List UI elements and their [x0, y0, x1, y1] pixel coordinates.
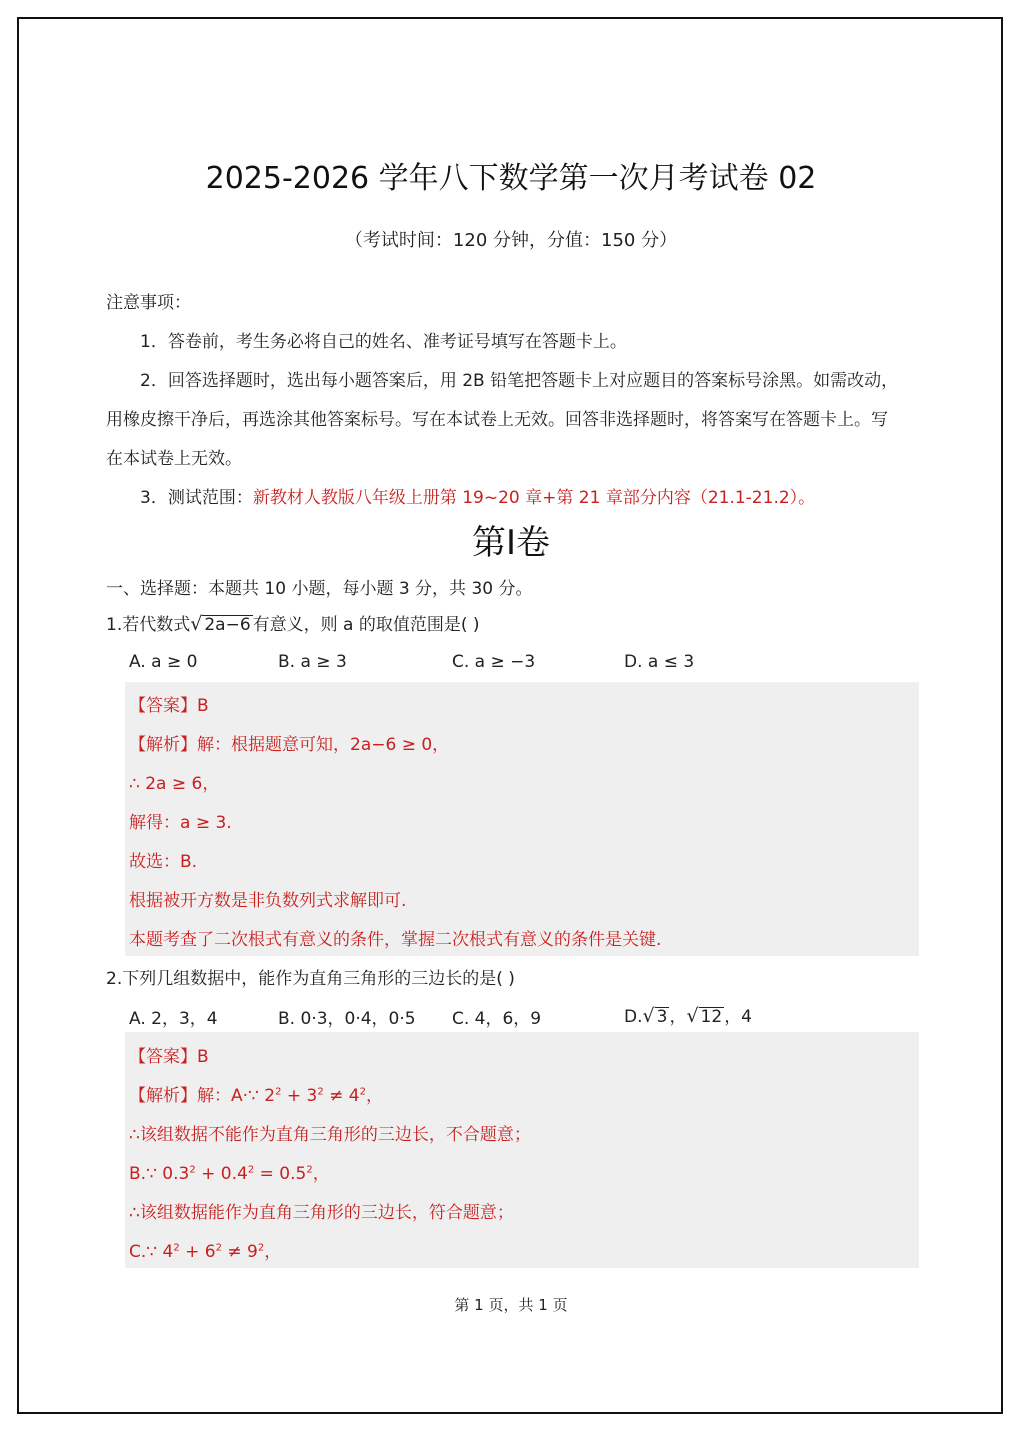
note-item-2-line-2: 用橡皮擦干净后，再选涂其他答案标号。写在本试卷上无效。回答非选择题时，将答案写在答题卡上。写 [106, 410, 888, 430]
note-item-1: 1．答卷前，考生务必将自己的姓名、准考证号填写在答题卡上。 [140, 332, 627, 352]
q1-answer: 【答案】B [129, 696, 209, 716]
q1-analysis-line: ∴ 2a ≥ 6， [129, 774, 220, 794]
volume-title: 第I卷 [471, 523, 551, 563]
radical-sign-icon: √ [190, 613, 203, 635]
question-2-stem: 2.下列几组数据中，能作为直角三角形的三边长的是( ) [106, 969, 515, 989]
radical-sign-icon: √ [686, 1005, 699, 1027]
note-item-3-scope: 新教材人教版八年级上册第 19~20 章+第 21 章部分内容（21.1-21.2）。 [252, 488, 816, 508]
note-item-3-label: 3．测试范围： [140, 488, 253, 508]
q2-analysis-line: ∴该组数据能作为直角三角形的三边长，符合题意； [129, 1203, 514, 1223]
q2-option-b: B. 0·3，0·4，0·5 [278, 1009, 416, 1029]
q1-option-d: D. a ≤ 3 [624, 652, 695, 672]
q2-answer: 【答案】B [129, 1047, 209, 1067]
q2-analysis-line: C.∵ $4^2 + 6^2 \ne 9^2$， [129, 1242, 282, 1262]
exam-title: 2025-2026 学年八下数学第一次月考试卷 02 [205, 161, 817, 196]
q2-option-d: D.√ 3 ，√ 12 ，4 [624, 1005, 753, 1027]
q1-analysis-line: 本题考查了二次根式有意义的条件，掌握二次根式有意义的条件是关键. [129, 930, 662, 950]
q1-option-a: A. a ≥ 0 [129, 652, 198, 672]
note-item-2-line-1: 2．回答选择题时，选出每小题答案后，用 2B 铅笔把答题卡上对应题目的答案标号涂黑。如需改动， [140, 371, 899, 391]
q1-analysis-line: 解得：a ≥ 3. [129, 813, 232, 833]
q2-option-a: A. 2，3，4 [129, 1009, 218, 1029]
radical-sign-icon: √ [642, 1005, 655, 1027]
q1-radicand: 2a−6 [204, 615, 251, 635]
q1-analysis-line: 故选：B. [129, 852, 198, 872]
note-item-3 [140, 483, 815, 508]
q1-option-b: B. a ≥ 3 [278, 652, 347, 672]
q2-analysis-line: ∴该组数据不能作为直角三角形的三边长，不合题意； [129, 1125, 531, 1145]
q1-analysis-line: 【解析】解：根据题意可知，2a−6 ≥ 0， [129, 735, 450, 755]
q2-analysis-line: B.∵ $0.3^2 + 0.4^2 = 0.5^2$， [129, 1164, 330, 1184]
q2-answer-box [125, 1032, 919, 1268]
q1-option-c: C. a ≥ −3 [452, 652, 536, 672]
q2-option-c: C. 4，6，9 [452, 1009, 542, 1029]
section-heading: 一、选择题：本题共 10 小题，每小题 3 分，共 30 分。 [106, 579, 533, 599]
note-item-2-line-3: 在本试卷上无效。 [106, 449, 242, 469]
q1-analysis-line: 根据被开方数是非负数列式求解即可. [129, 891, 407, 911]
q2-analysis-line: 【解析】解：A·∵ $2^2 + 3^2 \ne 4^2$， [129, 1086, 383, 1106]
exam-subtitle: （考试时间：120 分钟，分值：150 分） [344, 230, 678, 251]
notes-heading: 注意事项： [106, 293, 191, 313]
question-1-stem: 1.若代数式√ 2a−6 有意义，则 a 的取值范围是( ) [106, 613, 480, 635]
page-footer: 第 1 页，共 1 页 [454, 1296, 568, 1314]
q1-answer-box [125, 682, 919, 956]
